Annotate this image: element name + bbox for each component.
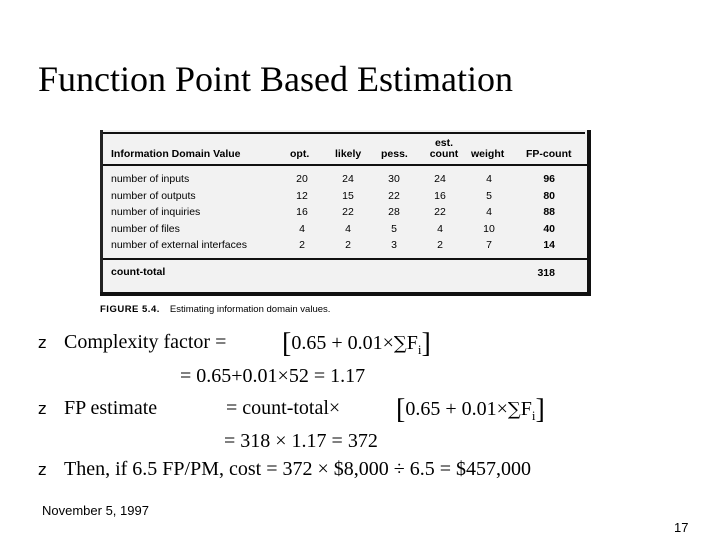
complexity-formula (282, 328, 431, 360)
fp-estimate-label: FP estimate (64, 397, 158, 419)
row-est-cell: 24 (434, 173, 446, 185)
formula-sub: i (531, 408, 536, 423)
bullet-fp-estimate (38, 397, 157, 420)
slide-title: Function Point Based Estimation (38, 59, 513, 99)
header-likely: likely (335, 148, 362, 160)
header-fp-count: FP-count (526, 148, 572, 160)
row-fp-cell: 88 (543, 206, 555, 218)
fp-formula (396, 394, 545, 426)
figure-caption (100, 304, 330, 315)
sum-icon: ∑ (507, 399, 521, 420)
row-opt-cell: 16 (296, 206, 308, 218)
footer-date: November 5, 1997 (42, 503, 149, 518)
bullet-cost (38, 458, 531, 481)
function-point-table (100, 130, 591, 296)
formula-right-bracket: ] (535, 394, 545, 425)
cost-text: Then, if 6.5 FP/PM, cost = 372 × $8,000 ÷ 6.5 = $457,000 (64, 458, 532, 480)
header-est-count (425, 138, 463, 160)
bullet-complexity (38, 331, 226, 354)
table-top-rule (102, 132, 585, 134)
row-pess-cell: 28 (388, 206, 400, 218)
complexity-label: Complexity factor = (64, 331, 227, 353)
row-likely-cell: 2 (345, 239, 351, 251)
formula-sub: i (417, 342, 422, 357)
formula-f: F (406, 332, 418, 354)
formula-f: F (520, 398, 532, 420)
row-fp-cell: 14 (543, 239, 555, 251)
formula-left-bracket: [ (282, 328, 292, 359)
row-est-cell: 22 (434, 206, 446, 218)
header-pess: pess. (381, 148, 408, 160)
row-likely-cell: 4 (345, 222, 351, 235)
total-value: 318 (537, 267, 555, 279)
header-weight: weight (471, 148, 505, 160)
row-likely-cell: 24 (342, 173, 354, 185)
bullet-icon: z (38, 399, 47, 418)
row-opt-cell: 20 (296, 173, 308, 185)
table-total-rule (103, 258, 587, 260)
row-weight-cell: 4 (486, 206, 492, 218)
fp-estimate-calc: = 318 × 1.17 = 372 (224, 430, 378, 452)
bullet-icon: z (38, 460, 47, 479)
bullet-icon: z (38, 333, 47, 352)
page-number: 17 (674, 520, 689, 535)
row-pess-cell: 5 (391, 222, 397, 235)
row-weight-cell: 4 (486, 173, 492, 185)
header-domain: Information Domain Value (111, 148, 241, 160)
header-est-line2: count (429, 148, 459, 160)
row-opt-cell: 2 (299, 239, 305, 251)
row-weight-cell: 10 (483, 222, 495, 235)
row-opt-cell: 4 (299, 222, 305, 235)
table-left-rule (100, 130, 103, 292)
row-pess-cell: 3 (391, 239, 397, 251)
row-est-cell: 16 (434, 189, 446, 202)
row-est-cell: 4 (437, 222, 443, 235)
row-label: number of files (111, 222, 180, 235)
fp-estimate-expr: = count-total× (226, 397, 341, 419)
row-fp-cell: 40 (543, 222, 555, 235)
row-label: number of external interfaces (111, 239, 247, 251)
row-pess-cell: 30 (388, 173, 400, 185)
row-likely-cell: 15 (342, 189, 354, 202)
formula-right-bracket: ] (421, 328, 431, 359)
sum-icon: ∑ (393, 333, 407, 354)
formula-base: 0.65 + 0.01× (291, 332, 394, 354)
row-fp-cell: 96 (543, 173, 555, 185)
header-est-line1: est. (434, 137, 454, 149)
caption-label: FIGURE 5.4. (100, 304, 160, 315)
total-label: count-total (111, 266, 166, 278)
row-label: number of outputs (111, 189, 196, 202)
header-opt: opt. (290, 148, 310, 160)
row-opt-cell: 12 (296, 189, 308, 202)
formula-left-bracket: [ (396, 394, 406, 425)
row-fp-cell: 80 (543, 189, 555, 202)
row-label: number of inputs (111, 173, 190, 185)
row-weight-cell: 5 (486, 189, 492, 202)
formula-base: 0.65 + 0.01× (405, 398, 508, 420)
caption-text: Estimating information domain values. (169, 304, 331, 315)
row-weight-cell: 7 (486, 239, 492, 251)
row-label: number of inquiries (111, 206, 201, 218)
row-est-cell: 2 (437, 239, 443, 251)
row-pess-cell: 22 (388, 189, 400, 202)
table-header-rule (103, 164, 587, 166)
row-likely-cell: 22 (342, 206, 354, 218)
complexity-calc: = 0.65+0.01×52 = 1.17 (180, 365, 366, 387)
